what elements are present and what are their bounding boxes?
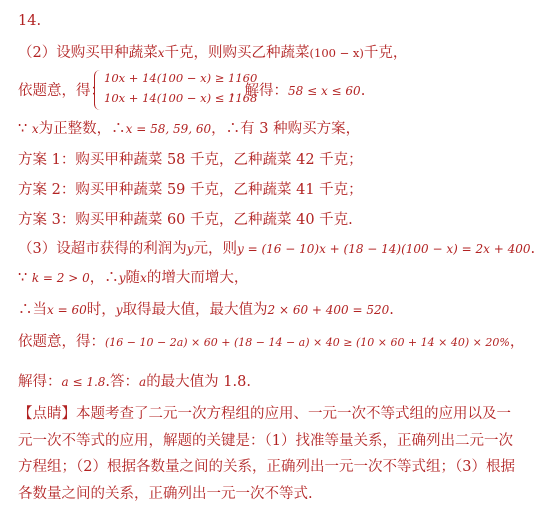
comment-text: 本题考查了二元一次方程组的应用、一元一次不等式组的应用以及一元一次不等式的应用，解题的关键是：（1）找准等量关系，正确列出二元一次方程组；（2）根据各数量之间的关系，正确列出一元一次不等式组；（3）根据各数量之间的关系，正确列出一元一次不等式. (18, 406, 515, 502)
part2-mid: 千克，则购买乙种蔬菜 (164, 45, 310, 61)
var-x: x (140, 271, 147, 285)
part2-prefix: （2）设购买甲种蔬菜 (18, 45, 158, 61)
max-text-1: 时， (86, 302, 116, 318)
question-number: 14. (18, 13, 42, 29)
var-x: x (31, 122, 39, 136)
part3-setup (18, 240, 535, 258)
inequality-3-line (18, 333, 524, 352)
because-symbol: ∵ (18, 121, 28, 137)
part2-setup (18, 44, 407, 62)
inequality-system (94, 70, 258, 110)
var-y: y (115, 303, 123, 317)
answer-text-2: 的最大值为 1.8. (146, 374, 251, 390)
ineq3-label: 依题意，得： (18, 334, 105, 350)
integer-text: 为正整数，∴ (38, 121, 126, 137)
x-equals-60: x = 60 (47, 303, 87, 317)
slope-line (18, 269, 248, 287)
plan-3: 方案 3：购买甲种蔬菜 60 千克，乙种蔬菜 40 千克. (18, 212, 353, 228)
because-symbol: ∵ (18, 270, 28, 286)
var-y: y (118, 271, 126, 285)
expr-100-minus-x: (100 − x) (309, 46, 364, 60)
plan-1: 方案 1：购买甲种蔬菜 58 千克，乙种蔬菜 42 千克； (18, 152, 363, 168)
integer-line (18, 120, 360, 138)
solve-label: ，解得： (230, 83, 288, 99)
part3-end: . (530, 241, 535, 257)
max-prefix: ∴当 (18, 302, 47, 318)
answer-result: a ≤ 1.8 (61, 375, 106, 389)
therefore-symbol: ，∴ (89, 270, 119, 286)
max-line (18, 301, 394, 319)
max-calc: 2 × 60 + 400 = 520 (267, 303, 390, 317)
solution-end: . (360, 83, 366, 99)
inequality-2: 10x + 14(100 − x) ≤ 1168 (104, 91, 258, 105)
inequality-1: 10x + 14(100 − x) ≥ 1160 (104, 71, 258, 85)
slope-text-1: 随 (125, 270, 141, 286)
comment-paragraph (18, 401, 523, 507)
answer-prefix: 解得： (18, 374, 62, 390)
ineq3-expr: (16 − 10 − 2a) × 60 + (18 − 14 − a) × 40 ≥ (10 × 60 + 14 × 40) × 20% (105, 336, 510, 349)
integer-values: x = 58, 59, 60 (125, 122, 212, 136)
var-x: x (157, 46, 165, 60)
condition-label: 依题意，得： (18, 83, 105, 99)
var-y: y (186, 242, 194, 256)
plan-count-text: ，∴有 3 种购买方案， (211, 121, 361, 137)
solution-range: 58 ≤ x ≤ 60 (288, 84, 361, 98)
max-end: . (389, 302, 394, 318)
ineq3-end: ， (509, 334, 525, 350)
answer-text-1: .答： (105, 374, 140, 390)
condition-solution (230, 82, 365, 100)
part3-prefix: （3）设超市获得的利润为 (18, 241, 187, 257)
slope-value: k = 2 > 0 (31, 271, 90, 285)
plan-2: 方案 2：购买甲种蔬菜 59 千克，乙种蔬菜 41 千克； (18, 182, 363, 198)
left-brace (94, 70, 101, 110)
max-text-2: 取得最大值，最大值为 (122, 302, 268, 318)
profit-equation: y = (16 − 10)x + (18 − 14)(100 − x) = 2x + 400 (237, 242, 531, 256)
comment-tag: 【点睛】 (18, 406, 76, 422)
answer-line (18, 373, 251, 391)
slope-text-2: 的增大而增大， (146, 270, 249, 286)
var-a: a (139, 375, 147, 389)
part3-mid: 元，则 (193, 241, 238, 257)
part2-suffix: 千克， (363, 45, 408, 61)
